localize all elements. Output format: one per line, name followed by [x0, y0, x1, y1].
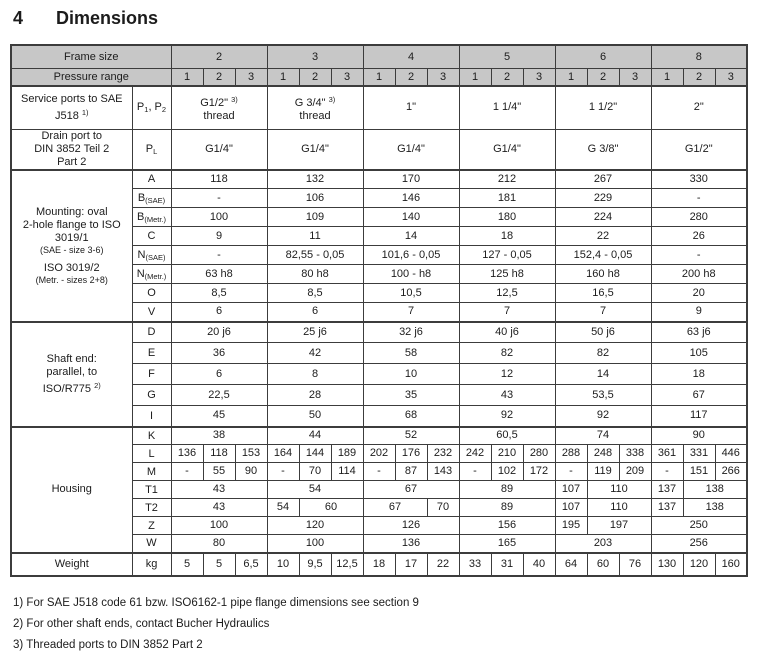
dimension-value: 144: [299, 445, 331, 463]
row-symbol: E: [132, 343, 171, 364]
pressure-col-header: 1: [171, 68, 203, 86]
pressure-col-header: 2: [683, 68, 715, 86]
pressure-col-header: 1: [651, 68, 683, 86]
dimension-value: 70: [299, 463, 331, 481]
frame-col-header: 5: [459, 45, 555, 68]
pressure-col-header: 2: [299, 68, 331, 86]
dimension-value: 250: [651, 517, 747, 535]
dimension-value: 89: [459, 499, 555, 517]
dimension-value: 53,5: [555, 385, 651, 406]
dimension-value: 32 j6: [363, 322, 459, 343]
pressure-col-header: 3: [715, 68, 747, 86]
dimension-value: 172: [523, 463, 555, 481]
row-symbol: M: [132, 463, 171, 481]
dimension-value: 109: [267, 208, 363, 227]
dimension-value: 40: [523, 553, 555, 576]
dimension-value: 9: [171, 227, 267, 246]
dimension-value: 100 - h8: [363, 265, 459, 284]
dimension-value: 189: [331, 445, 363, 463]
label-line: (Metr. - sizes 2+8): [35, 274, 108, 285]
dimension-value: 100: [171, 208, 267, 227]
dimension-value: 132: [267, 170, 363, 189]
dimension-value: 202: [363, 445, 395, 463]
dimension-value: 126: [363, 517, 459, 535]
label-line: Part 2: [57, 155, 87, 168]
dimension-value: 232: [427, 445, 459, 463]
dimension-value: 20 j6: [171, 322, 267, 343]
label-line: Drain port to: [41, 129, 103, 142]
dimension-value: 151: [683, 463, 715, 481]
dimension-value: 5: [171, 553, 203, 576]
label-line: 2-hole flange to ISO: [22, 218, 121, 231]
dimension-value: 242: [459, 445, 491, 463]
dimension-value: 203: [555, 535, 651, 553]
dimension-value: 7: [363, 303, 459, 322]
row-symbol: Z: [132, 517, 171, 535]
dimension-value: 107: [555, 499, 587, 517]
frame-col-header: 4: [363, 45, 459, 68]
dimension-value: 138: [683, 499, 747, 517]
dimension-value: 137: [651, 499, 683, 517]
frame-col-header: 6: [555, 45, 651, 68]
dimension-value: 80 h8: [267, 265, 363, 284]
dimension-value: 110: [587, 499, 651, 517]
dimension-value: 6: [171, 364, 267, 385]
dimension-value: 119: [587, 463, 619, 481]
label-line: ISO 3019/2: [43, 261, 100, 274]
dimension-value: 90: [651, 427, 747, 445]
row-symbol: $N_{(Metr.)}$: [132, 265, 171, 284]
dimension-value: 18: [459, 227, 555, 246]
label-line: J518 $^{1)}$: [54, 107, 89, 122]
row-symbol: I: [132, 406, 171, 427]
dimension-value: 160 h8: [555, 265, 651, 284]
label-line: 3019/1: [54, 231, 89, 244]
dimension-value: 36: [171, 343, 267, 364]
dimension-value: 7: [555, 303, 651, 322]
row-symbol: F: [132, 364, 171, 385]
dimension-value: 38: [171, 427, 267, 445]
dimension-value: 212: [459, 170, 555, 189]
dimension-value: 209: [619, 463, 651, 481]
dimension-value: 54: [267, 481, 363, 499]
label-line: ISO/R775 $^{2)}$: [42, 380, 101, 395]
dimension-value: -: [651, 463, 683, 481]
dimension-value: 143: [427, 463, 459, 481]
label-line: Weight: [54, 557, 89, 570]
dimension-value: 60: [587, 553, 619, 576]
dimension-value: 6,5: [235, 553, 267, 576]
dimension-value: 35: [363, 385, 459, 406]
dimension-value: 92: [459, 406, 555, 427]
dimension-value: 67: [651, 385, 747, 406]
dimension-value: 82: [459, 343, 555, 364]
dimension-value: 224: [555, 208, 651, 227]
dimension-value: 10: [267, 553, 299, 576]
dimension-value: -: [651, 189, 747, 208]
dimension-value: 14: [555, 364, 651, 385]
dimension-value: 90: [235, 463, 267, 481]
row-symbol: $P_1$, $P_2$: [132, 86, 171, 129]
dimension-value: 1 1/2": [555, 86, 651, 129]
dimension-value: 25 j6: [267, 322, 363, 343]
dimension-value: 6: [171, 303, 267, 322]
dimension-value: 67: [363, 481, 459, 499]
dimension-value: 120: [683, 553, 715, 576]
dimension-value: 1": [363, 86, 459, 129]
footnote: 3) Threaded ports to DIN 3852 Part 2: [13, 638, 203, 651]
dimension-value: 44: [267, 427, 363, 445]
footnote: 1) For SAE J518 code 61 bzw. ISO6162-1 pipe flange dimensions see section 9: [13, 596, 419, 609]
dimension-value: 92: [555, 406, 651, 427]
dimension-value: 180: [459, 208, 555, 227]
row-symbol: G: [132, 385, 171, 406]
dimension-value: 266: [715, 463, 747, 481]
dimension-value: 18: [363, 553, 395, 576]
dimension-value: -: [555, 463, 587, 481]
dimension-value: 52: [363, 427, 459, 445]
pressure-col-header: 3: [427, 68, 459, 86]
pressure-range-header: Pressure range: [11, 68, 171, 86]
dimension-value: 9: [651, 303, 747, 322]
dimension-value: 338: [619, 445, 651, 463]
dimension-value: 89: [459, 481, 555, 499]
dimension-value: -: [651, 246, 747, 265]
dimension-value: 5: [203, 553, 235, 576]
dimension-value: 140: [363, 208, 459, 227]
dimension-value: 138: [683, 481, 747, 499]
dimension-value: 16,5: [555, 284, 651, 303]
row-symbol: $B_{(Metr.)}$: [132, 208, 171, 227]
row-symbol: A: [132, 170, 171, 189]
dimension-value: G1/4": [459, 129, 555, 170]
dimension-value: 152,4 - 0,05: [555, 246, 651, 265]
row-group-label-mounting: [11, 170, 132, 322]
dimension-value: 107: [555, 481, 587, 499]
pressure-col-header: 2: [395, 68, 427, 86]
dimension-value: 63 j6: [651, 322, 747, 343]
dimension-value: 40 j6: [459, 322, 555, 343]
dimension-value: 210: [491, 445, 523, 463]
dimension-value: 80: [171, 535, 267, 553]
frame-col-header: 3: [267, 45, 363, 68]
dimension-value: 176: [395, 445, 427, 463]
dimension-value: 130: [651, 553, 683, 576]
section-title: Dimensions: [56, 8, 159, 28]
dimension-value: -: [267, 463, 299, 481]
dimension-value: 10,5: [363, 284, 459, 303]
dimension-value: 136: [363, 535, 459, 553]
dimension-value: 43: [171, 499, 267, 517]
dimension-value: 11: [267, 227, 363, 246]
frame-col-header: 2: [171, 45, 267, 68]
dimension-value: 26: [651, 227, 747, 246]
dimension-value: 106: [267, 189, 363, 208]
dimension-value: 76: [619, 553, 651, 576]
row-symbol: W: [132, 535, 171, 553]
dimension-value: 136: [171, 445, 203, 463]
dimension-value: G1/4": [171, 129, 267, 170]
dimension-value: 28: [267, 385, 363, 406]
dimension-value: 8: [267, 364, 363, 385]
dimension-value: 288: [555, 445, 587, 463]
dimension-value: 100: [267, 535, 363, 553]
dimension-value: 7: [459, 303, 555, 322]
dimension-value: 58: [363, 343, 459, 364]
pressure-col-header: 2: [587, 68, 619, 86]
dimension-value: 105: [651, 343, 747, 364]
dimension-value: 87: [395, 463, 427, 481]
row-group-label-housing: [11, 427, 132, 553]
dimension-value: 8,5: [267, 284, 363, 303]
dimension-value: 127 - 0,05: [459, 246, 555, 265]
row-symbol: kg: [132, 553, 171, 576]
dimension-value: 50: [267, 406, 363, 427]
row-symbol: L: [132, 445, 171, 463]
label-line: (SAE - size 3-6): [39, 244, 104, 255]
dimension-value: 170: [363, 170, 459, 189]
dimension-value: 102: [491, 463, 523, 481]
dimension-value: 280: [651, 208, 747, 227]
dimension-value: 248: [587, 445, 619, 463]
pressure-col-header: 2: [491, 68, 523, 86]
label-line: parallel, to: [46, 365, 98, 378]
dimension-value: 117: [651, 406, 747, 427]
dimension-value: 100: [171, 517, 267, 535]
row-group-label-weight: [11, 553, 132, 576]
footnotes: [13, 593, 759, 656]
dimension-value: 118: [171, 170, 267, 189]
dimension-value: 280: [523, 445, 555, 463]
dimension-value: 361: [651, 445, 683, 463]
dimension-value: 146: [363, 189, 459, 208]
dimension-value: G1/2" $^{3)}$ thread: [171, 86, 267, 129]
pressure-col-header: 1: [363, 68, 395, 86]
dimension-value: 10: [363, 364, 459, 385]
dimension-value: 9,5: [299, 553, 331, 576]
dimension-value: 18: [651, 364, 747, 385]
dimension-value: 165: [459, 535, 555, 553]
dimension-value: 43: [459, 385, 555, 406]
dimension-value: 12,5: [331, 553, 363, 576]
dimension-value: 200 h8: [651, 265, 747, 284]
dimension-value: 137: [651, 481, 683, 499]
dimension-value: 120: [267, 517, 363, 535]
row-group-label-shaft-end: [11, 322, 132, 427]
dimension-value: 267: [555, 170, 651, 189]
dimension-value: G1/2": [651, 129, 747, 170]
document-page: [0, 8, 759, 649]
dimension-value: 331: [683, 445, 715, 463]
footnote: 2) For other shaft ends, contact Bucher Hydraulics: [13, 617, 270, 630]
dimension-value: -: [171, 246, 267, 265]
dimension-value: 256: [651, 535, 747, 553]
frame-col-header: 8: [651, 45, 747, 68]
pressure-col-header: 1: [555, 68, 587, 86]
dimension-value: 74: [555, 427, 651, 445]
dimension-value: 446: [715, 445, 747, 463]
dimension-value: 70: [427, 499, 459, 517]
dimension-value: 6: [267, 303, 363, 322]
dimension-value: 160: [715, 553, 747, 576]
label-line: Mounting: oval: [35, 205, 108, 218]
dimension-value: G1/4": [267, 129, 363, 170]
row-symbol: $P_L$: [132, 129, 171, 170]
dimension-value: -: [459, 463, 491, 481]
dimension-value: 63 h8: [171, 265, 267, 284]
pressure-col-header: 3: [619, 68, 651, 86]
pressure-col-header: 1: [267, 68, 299, 86]
row-symbol: K: [132, 427, 171, 445]
dimension-value: 101,6 - 0,05: [363, 246, 459, 265]
label-line: Housing: [51, 483, 92, 495]
row-symbol: $N_{(SAE)}$: [132, 246, 171, 265]
row-symbol: O: [132, 284, 171, 303]
dimension-value: 50 j6: [555, 322, 651, 343]
page-title: [13, 8, 759, 29]
dimension-value: G 3/8": [555, 129, 651, 170]
dimension-value: 197: [587, 517, 651, 535]
dimension-value: 60: [299, 499, 363, 517]
dimension-value: 114: [331, 463, 363, 481]
dimension-value: 125 h8: [459, 265, 555, 284]
pressure-col-header: 3: [331, 68, 363, 86]
dimension-value: 110: [587, 481, 651, 499]
dimension-value: 181: [459, 189, 555, 208]
dimension-value: 14: [363, 227, 459, 246]
dimension-value: 67: [363, 499, 427, 517]
dimensions-table: [10, 44, 748, 577]
dimension-value: G1/4": [363, 129, 459, 170]
row-symbol: C: [132, 227, 171, 246]
row-symbol: $B_{(SAE)}$: [132, 189, 171, 208]
dimension-value: 22: [427, 553, 459, 576]
label-line: Service ports to SAE: [21, 92, 123, 105]
dimension-value: 68: [363, 406, 459, 427]
dimension-value: 156: [459, 517, 555, 535]
dimension-value: 1 1/4": [459, 86, 555, 129]
row-group-label-service-ports: [11, 86, 132, 129]
section-number: 4: [13, 8, 24, 28]
dimension-value: 42: [267, 343, 363, 364]
dimension-value: 229: [555, 189, 651, 208]
frame-size-header: Frame size: [11, 45, 171, 68]
dimension-value: 12: [459, 364, 555, 385]
dimension-value: 43: [171, 481, 267, 499]
dimension-value: 17: [395, 553, 427, 576]
pressure-col-header: 2: [203, 68, 235, 86]
row-group-label-drain-port: [11, 129, 132, 170]
row-symbol: D: [132, 322, 171, 343]
row-symbol: T1: [132, 481, 171, 499]
dimension-value: 2": [651, 86, 747, 129]
dimension-value: 54: [267, 499, 299, 517]
dimension-value: 118: [203, 445, 235, 463]
dimension-value: 82,55 - 0,05: [267, 246, 363, 265]
dimension-value: -: [171, 463, 203, 481]
dimension-value: 164: [267, 445, 299, 463]
dimension-value: G 3/4" $^{3)}$ thread: [267, 86, 363, 129]
row-symbol: T2: [132, 499, 171, 517]
dimension-value: 64: [555, 553, 587, 576]
dimension-value: 33: [459, 553, 491, 576]
dimension-value: 22,5: [171, 385, 267, 406]
dimension-value: 195: [555, 517, 587, 535]
pressure-col-header: 1: [459, 68, 491, 86]
dimension-value: 45: [171, 406, 267, 427]
dimension-value: 330: [651, 170, 747, 189]
row-symbol: V: [132, 303, 171, 322]
dimension-value: -: [171, 189, 267, 208]
pressure-col-header: 3: [235, 68, 267, 86]
dimension-value: 22: [555, 227, 651, 246]
dimension-value: 82: [555, 343, 651, 364]
dimension-value: 60,5: [459, 427, 555, 445]
dimension-value: 20: [651, 284, 747, 303]
pressure-col-header: 3: [523, 68, 555, 86]
label-line: DIN 3852 Teil 2: [34, 142, 110, 155]
label-line: Shaft end:: [46, 352, 97, 365]
dimension-value: 153: [235, 445, 267, 463]
dimension-value: 12,5: [459, 284, 555, 303]
dimension-value: -: [363, 463, 395, 481]
dimension-value: 8,5: [171, 284, 267, 303]
dimension-value: 31: [491, 553, 523, 576]
dimension-value: 55: [203, 463, 235, 481]
